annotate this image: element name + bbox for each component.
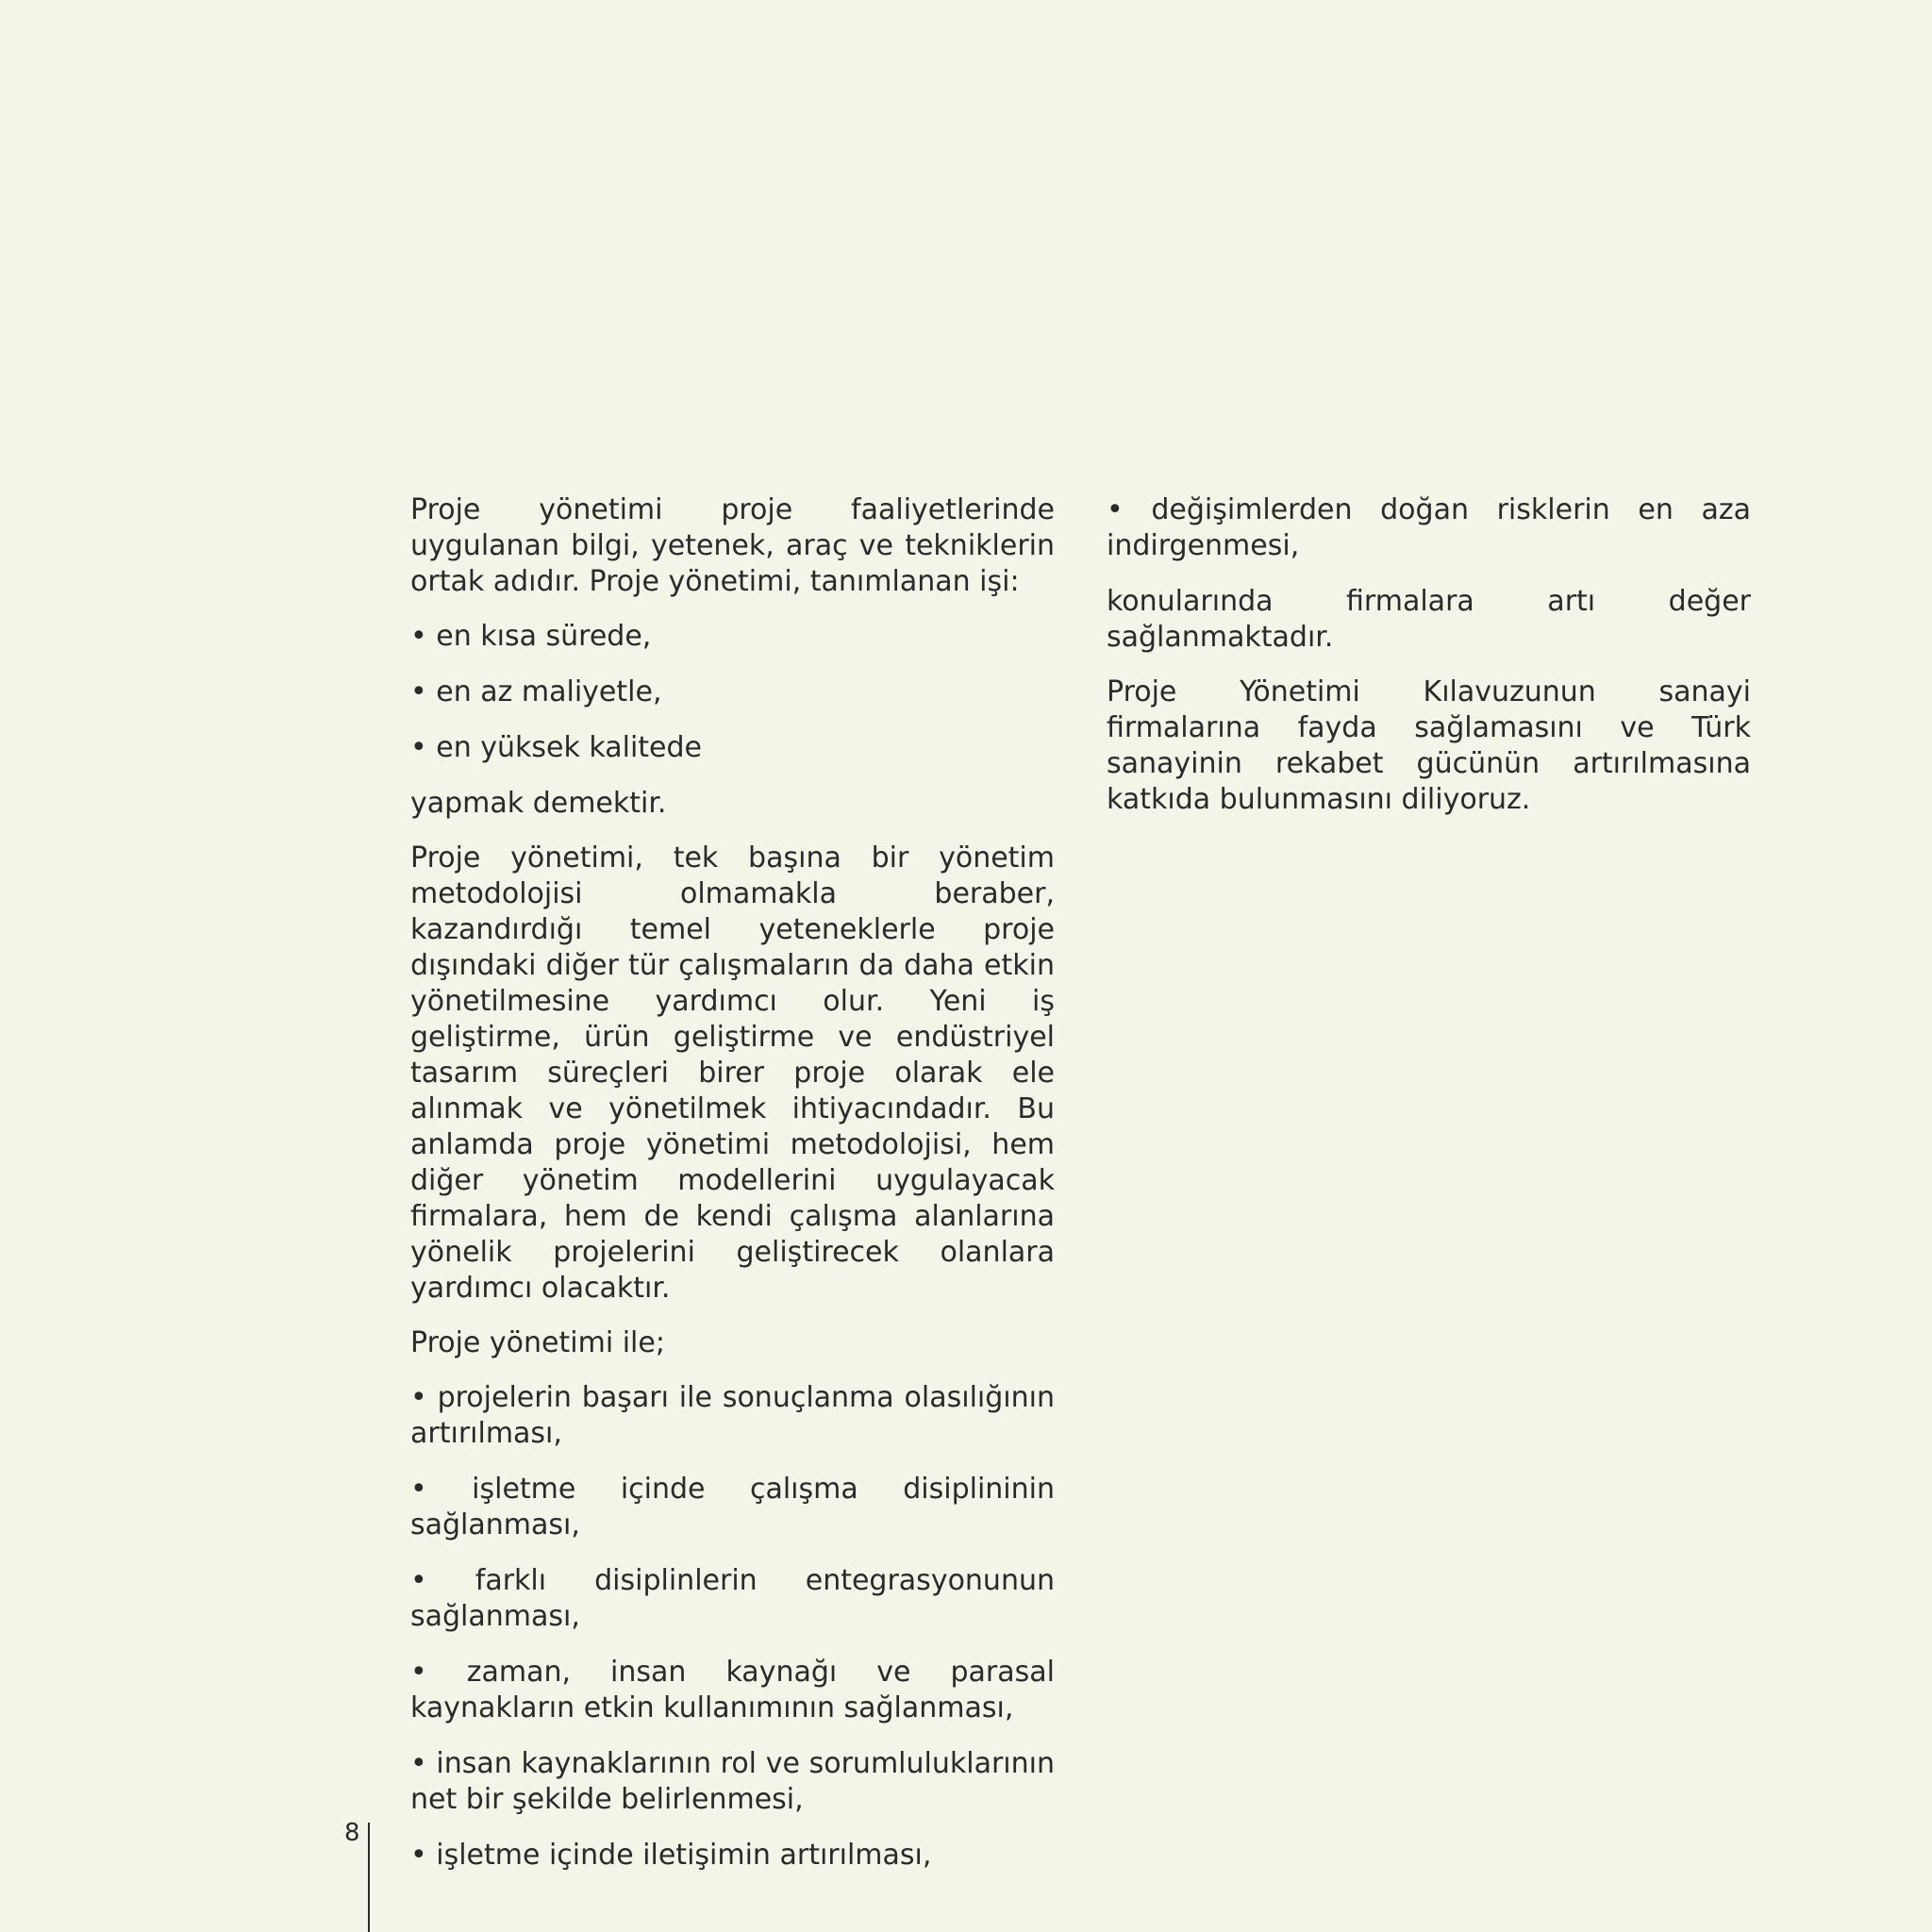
benefit-item-resources: • zaman, insan kaynağı ve parasal kaynakların etkin kullanımının sağlanması, [410, 1656, 1055, 1724]
goals-conclusion: yapmak demektir. [410, 787, 667, 820]
benefit-item-integration: • farklı disiplinlerin entegrasyonunun sağlanması, [410, 1564, 1055, 1633]
benefit-item-communication: • işletme içinde iletişimin artırılması, [410, 1839, 932, 1872]
methodology-paragraph: Proje yönetimi, tek başına bir yönetim metodolojisi olmamakla beraber, kazandırdığı temel yeteneklerle proje dışındaki diğer tür çalışmaların da daha etkin yönetilmesine yardımcı olur. Yeni iş geliştirme, ürün geliştirme ve endüstriyel tasarım süreçleri birer proje olarak ele alınmak ve yönetilmek ihtiyacındadır. Bu anlamda proje yönetimi metodolojisi, hem diğer yönetim modellerini uygulayacak firmalara, hem de kendi çalışma alanlarına yönelik projelerini geliştirecek olanlara yardımcı olacaktır. [410, 841, 1055, 1305]
benefit-item-discipline: • işletme içinde çalışma disiplininin sağlanması, [410, 1473, 1055, 1541]
page-number-rule [368, 1823, 370, 1932]
benefit-item-success: • projelerin başarı ile sonuçlanma olasılığının artırılması, [410, 1381, 1055, 1450]
closing-paragraph: Proje Yönetimi Kılavuzunun sanayi firmalarına fayda sağlamasını ve Türk sanayinin rekabet gücünün artırılmasına katkıda bulunmasını diliyoruz. [1107, 675, 1751, 816]
benefit-item-risk: • değişimlerden doğan risklerin en aza indirgenmesi, [1107, 493, 1751, 562]
goal-item-fastest: • en kısa sürede, [410, 620, 652, 653]
benefits-conclusion: konularında firmalara artı değer sağlanmaktadır. [1107, 585, 1751, 654]
goal-item-highest-quality: • en yüksek kalitede [410, 731, 702, 764]
left-column [410, 492, 1055, 1893]
goal-item-lowest-cost: • en az maliyetle, [410, 675, 662, 708]
right-column [1107, 492, 1751, 837]
intro-paragraph: Proje yönetimi proje faaliyetlerinde uygulanan bilgi, yetenek, araç ve tekniklerin ortak adıdır. Proje yönetimi, tanımlanan işi: [410, 493, 1055, 598]
benefit-item-roles: • insan kaynaklarının rol ve sorumluluklarının net bir şekilde belirlenmesi, [410, 1747, 1055, 1816]
benefits-intro: Proje yönetimi ile; [410, 1326, 665, 1359]
page-number: 8 [344, 1819, 360, 1847]
